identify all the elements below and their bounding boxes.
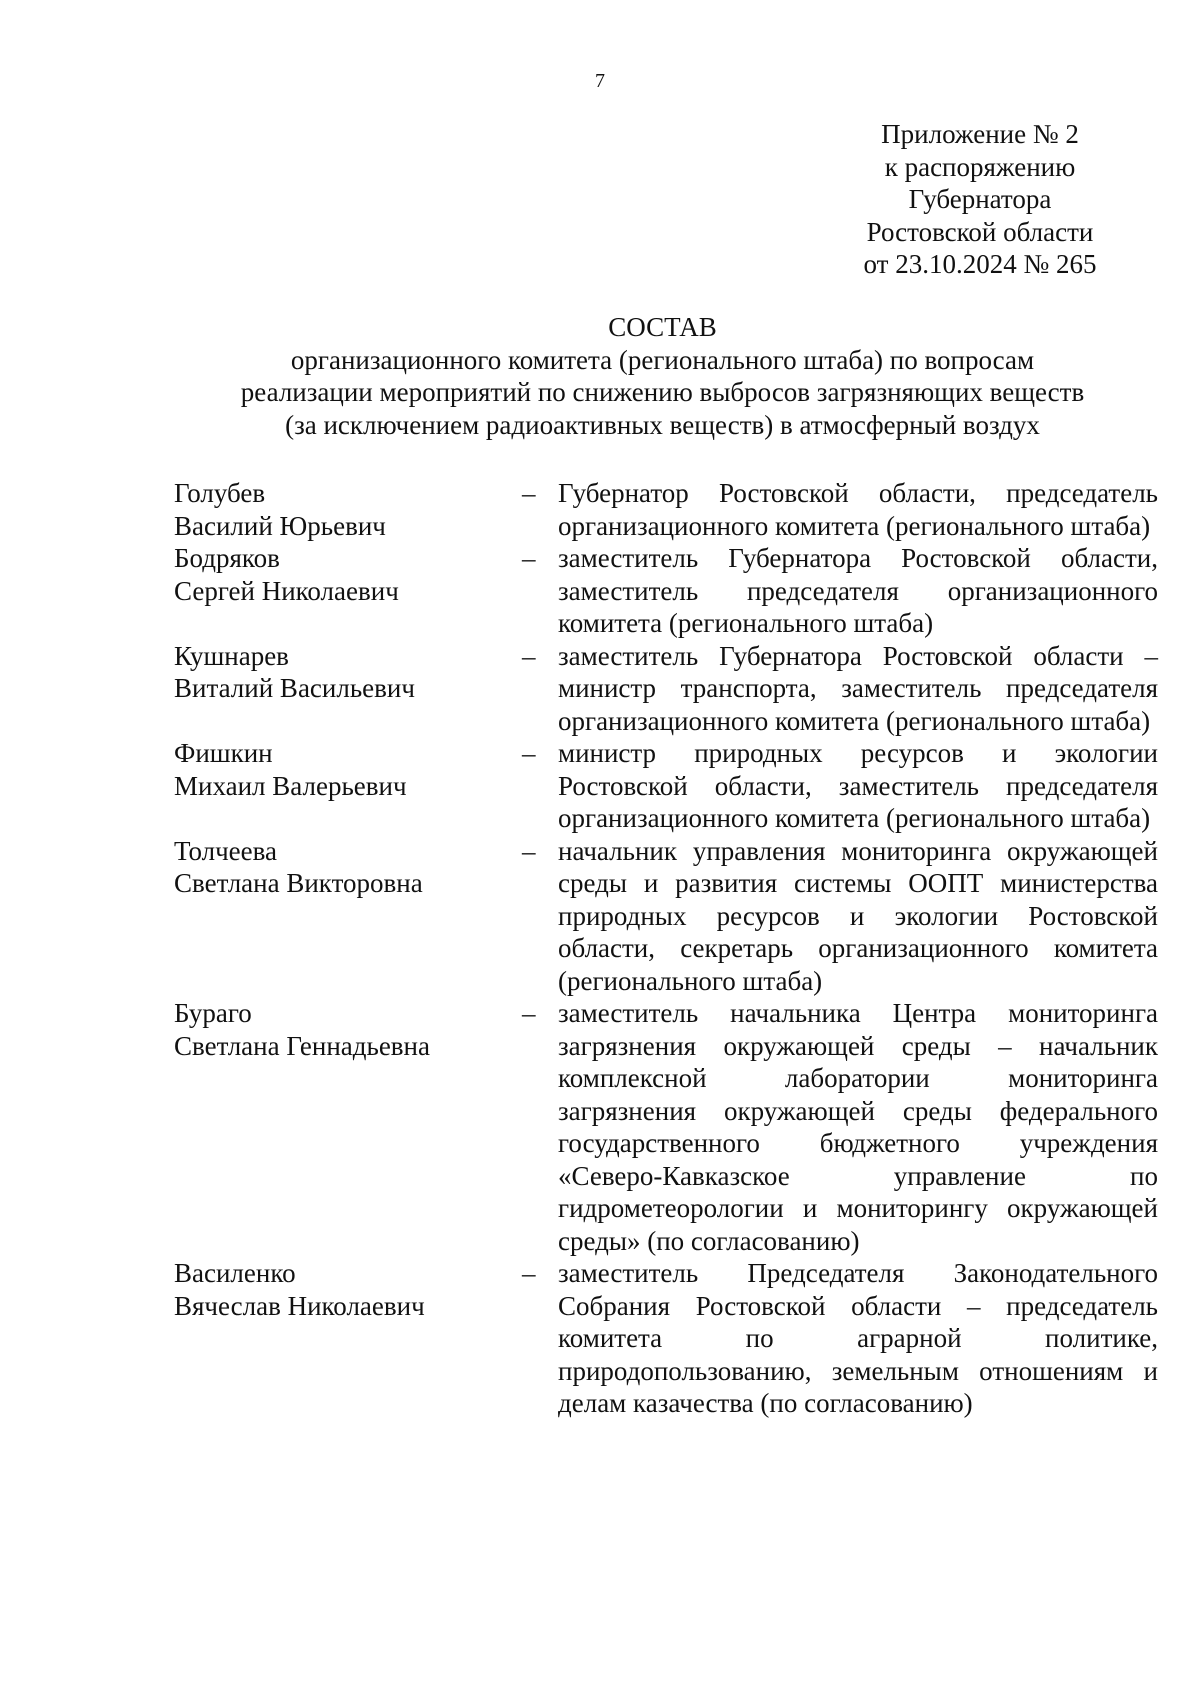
member-row [174,542,1159,640]
appendix-line: Ростовской области [866,216,1094,247]
member-role: заместитель Председателя Законодательного Собрания Ростовской области – председатель комитета по аграрной политике, природопользованию, земельным отношениям и делам казачества (по согласованию) [558,1258,1158,1418]
member-given-name: Вячеслав Николаевич [174,1290,425,1321]
member-row [174,640,1159,738]
member-surname: Толчеева [174,835,278,866]
appendix-line: Губернатора [908,184,1052,214]
member-name [174,997,522,1257]
member-row [174,477,1159,542]
member-role: заместитель Губернатора Ростовской области – министр транспорта, заместитель председателя организационного комитета (регионального штаба) [558,640,1158,736]
member-name [174,640,522,738]
member-dash: – [522,640,536,671]
member-dash: – [522,738,536,768]
member-row [174,835,1159,998]
member-given-name: Светлана Викторовна [174,868,423,898]
title-line: реализации мероприятий по снижению выбросов загрязняющих веществ [240,377,1085,407]
page-number: 7 [595,70,605,92]
member-name [174,542,522,640]
member-name [174,835,522,998]
member-row [174,997,1159,1257]
member-role: заместитель Губернатора Ростовской области, заместитель председателя организационного комитета (регионального штаба) [558,543,1158,638]
member-row [174,1257,1159,1420]
member-role: министр природных ресурсов и экологии Ростовской области, заместитель председателя организационного комитета (регионального штаба) [558,738,1158,833]
member-given-name: Виталий Васильевич [174,673,415,703]
member-role: заместитель начальника Центра мониторинга загрязнения окружающей среды – начальник комплексной лаборатории мониторинга загрязнения окружающей среды федерального государственного бюджетного учреждения «Северо-Кавказское управление по гидрометеорологии и мониторингу окружающей среды» (по согласованию) [558,998,1158,1256]
member-surname: Голубев [174,478,266,508]
member-row [174,737,1159,835]
member-name [174,737,522,835]
member-dash: – [522,478,536,508]
title-line: организационного комитета (регионального штаба) по вопросам [290,344,1035,375]
member-given-name: Василий Юрьевич [174,510,386,541]
member-surname: Василенко [174,1258,296,1288]
member-dash: – [522,543,536,573]
member-role: начальник управления мониторинга окружающей среды и развития системы ООПТ министерства природных ресурсов и экологии Ростовской области, секретарь организационного комитета (регионального штаба) [558,835,1158,996]
title-line: (за исключением радиоактивных веществ) в атмосферный воздух [285,409,1040,440]
member-name [174,1257,522,1420]
document-title [150,311,1175,441]
appendix-line: к распоряжению [884,151,1076,182]
member-name [174,477,522,542]
member-dash: – [522,835,536,866]
member-given-name: Михаил Валерьевич [174,770,407,801]
member-role: Губернатор Ростовской области, председатель организационного комитета (регионального штаба) [558,478,1158,541]
members-list [174,477,1159,1420]
appendix-line: Приложение № 2 [881,119,1079,149]
member-given-name: Светлана Геннадьевна [174,1030,430,1061]
member-surname: Бодряков [174,543,280,573]
appendix-header [835,118,1125,281]
member-surname: Бураго [174,998,252,1028]
appendix-line: от 23.10.2024 № 265 [863,249,1097,279]
title-heading: СОСТАВ [608,312,717,342]
member-given-name: Сергей Николаевич [174,575,399,606]
member-surname: Фишкин [174,738,273,768]
member-dash: – [522,998,536,1028]
member-surname: Кушнарев [174,640,289,671]
member-dash: – [522,1258,536,1288]
